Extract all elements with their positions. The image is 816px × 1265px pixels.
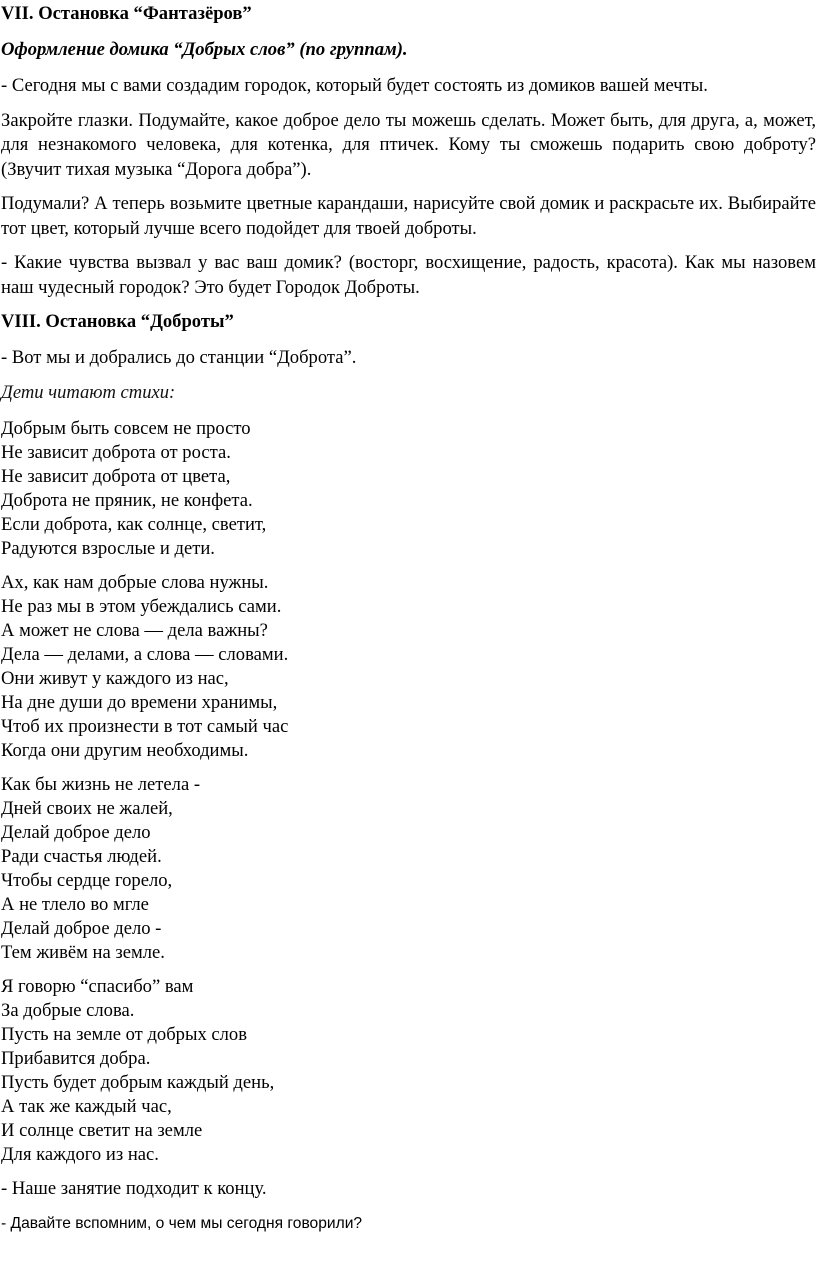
- poem-line: Дела — делами, а слова — словами.: [1, 643, 289, 665]
- poem-line: Тем живём на земле.: [1, 941, 165, 963]
- poem-line: Чтоб их произнести в тот самый час: [1, 715, 289, 737]
- section-7-paragraph: - Какие чувства вызвал у вас ваш домик? (восторг, восхищение, радость, красота). Как мы назовем наш чудесный городок? Это будет Городок Доброты.: [1, 252, 816, 298]
- section-7-paragraph: Подумали? А теперь возьмите цветные карандаши, нарисуйте свой домик и раскрасьте их. Выбирайте тот цвет, который лучше всего подойдет для твоей доброты.: [1, 193, 816, 239]
- poem-line: Делай доброе дело -: [1, 917, 162, 939]
- poem-line: Для каждого из нас.: [1, 1143, 159, 1165]
- poem-line: Делай доброе дело: [1, 821, 151, 843]
- poem-line: И солнце светит на земле: [1, 1119, 203, 1141]
- poem-line: Доброта не пряник, не конфета.: [1, 489, 253, 511]
- poem-4: [1, 975, 816, 1167]
- poem-line: Дней своих не жалей,: [1, 797, 173, 819]
- poem-2: [1, 571, 816, 763]
- poem-line: Пусть на земле от добрых слов: [1, 1023, 248, 1045]
- section-8-heading: VIII. Остановка “Доброты”: [1, 311, 234, 332]
- poem-line: Не зависит доброта от цвета,: [1, 465, 231, 487]
- poem-line: Я говорю “спасибо” вам: [1, 975, 194, 997]
- poem-line: А так же каждый час,: [1, 1095, 172, 1117]
- poem-1: [1, 417, 816, 561]
- poem-line: Ради счастья людей.: [1, 845, 162, 867]
- section-7-paragraph: - Сегодня мы с вами создадим городок, который будет состоять из домиков вашей мечты.: [1, 75, 708, 96]
- poem-line: Прибавится добра.: [1, 1047, 151, 1069]
- section-7-heading: VII. Остановка “Фантазёров”: [1, 3, 252, 24]
- poem-line: Как бы жизнь не летела -: [1, 773, 201, 795]
- poem-line: Когда они другим необходимы.: [1, 739, 249, 761]
- poem-line: Пусть будет добрым каждый день,: [1, 1071, 275, 1093]
- poem-line: Не зависит доброта от роста.: [1, 441, 231, 463]
- poem-line: А не тлело во мгле: [1, 893, 149, 915]
- poem-3: [1, 773, 816, 965]
- poem-line: Радуются взрослые и дети.: [1, 537, 215, 559]
- poem-line: Не раз мы в этом убеждались сами.: [1, 595, 282, 617]
- poem-line: Ах, как нам добрые слова нужны.: [1, 571, 269, 593]
- section-7-paragraph: Закройте глазки. Подумайте, какое доброе дело ты можешь сделать. Может быть, для друга, а, может, для незнакомого человека, для котенка, для птичек. Кому ты сможешь подарить свою доброту? (Звучит тихая музыка “Дорога добра”).: [1, 109, 816, 180]
- closing-line: - Наше занятие подходит к концу.: [1, 1177, 267, 1199]
- poem-line: А может не слова — дела важны?: [1, 619, 268, 641]
- section-7-subheading: Оформление домика “Добрых слов” (по группам).: [1, 39, 408, 60]
- poem-line: Чтобы сердце горело,: [1, 869, 173, 891]
- poem-line: За добрые слова.: [1, 999, 135, 1021]
- section-8-note: Дети читают стихи:: [1, 381, 176, 403]
- closing-question: - Давайте вспомним, о чем мы сегодня говорили?: [1, 1215, 363, 1232]
- poem-line: Добрым быть совсем не просто: [1, 417, 251, 439]
- poem-line: На дне души до времени хранимы,: [1, 691, 278, 713]
- poem-line: Если доброта, как солнце, светит,: [1, 513, 267, 535]
- poem-line: Они живут у каждого из нас,: [1, 667, 229, 689]
- section-8-intro: - Вот мы и добрались до станции “Доброта”.: [1, 347, 357, 368]
